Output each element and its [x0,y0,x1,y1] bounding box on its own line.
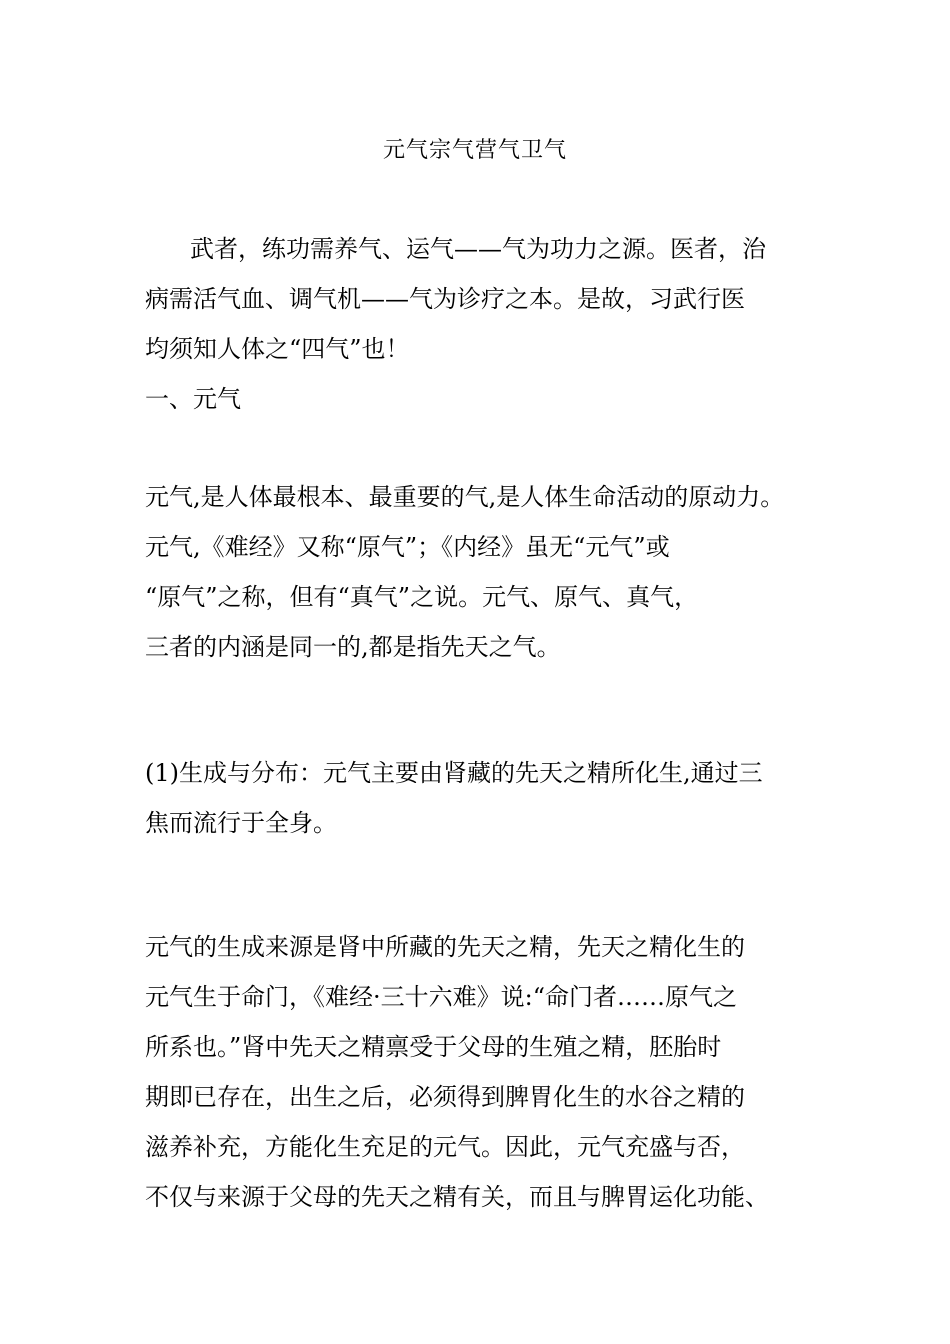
paragraph-line: 元气生于命门，《难经·三十六难》说:“命门者……原气之 [145,983,737,1011]
paragraph-line: (1)生成与分布：元气主要由肾藏的先天之精所化生,通过三 [145,759,763,787]
section-heading: 一、元气 [145,385,241,413]
document-title: 元气宗气营气卫气 [382,138,567,163]
intro-line: 武者，练功需养气、运气——气为功力之源。医者，治 [190,235,766,263]
paragraph-line: 元气,是人体最根本、最重要的气,是人体生命活动的原动力。 [145,483,785,511]
intro-line: 均须知人体之“四气”也！ [145,335,410,363]
paragraph-line: 元气的生成来源是肾中所藏的先天之精，先天之精化生的 [145,933,745,961]
paragraph-line: “原气”之称，但有“真气”之说。元气、原气、真气， [145,583,699,611]
paragraph-line: 所系也。”肾中先天之精禀受于父母的生殖之精，胚胎时 [145,1033,722,1061]
intro-line: 病需活气血、调气机——气为诊疗之本。是故，习武行医 [145,285,745,313]
paragraph-line: 焦而流行于全身。 [145,809,337,837]
paragraph-line: 不仅与来源于父母的先天之精有关，而且与脾胃运化功能、 [145,1183,769,1211]
paragraph-line: 滋养补充，方能化生充足的元气。因此，元气充盛与否， [145,1133,745,1161]
paragraph-line: 元气,《难经》又称“原气”；《内经》虽无“元气”或 [145,533,670,561]
paragraph-line: 期即已存在，出生之后，必须得到脾胃化生的水谷之精的 [145,1083,745,1111]
paragraph-line: 三者的内涵是同一的,都是指先天之气。 [145,633,561,661]
